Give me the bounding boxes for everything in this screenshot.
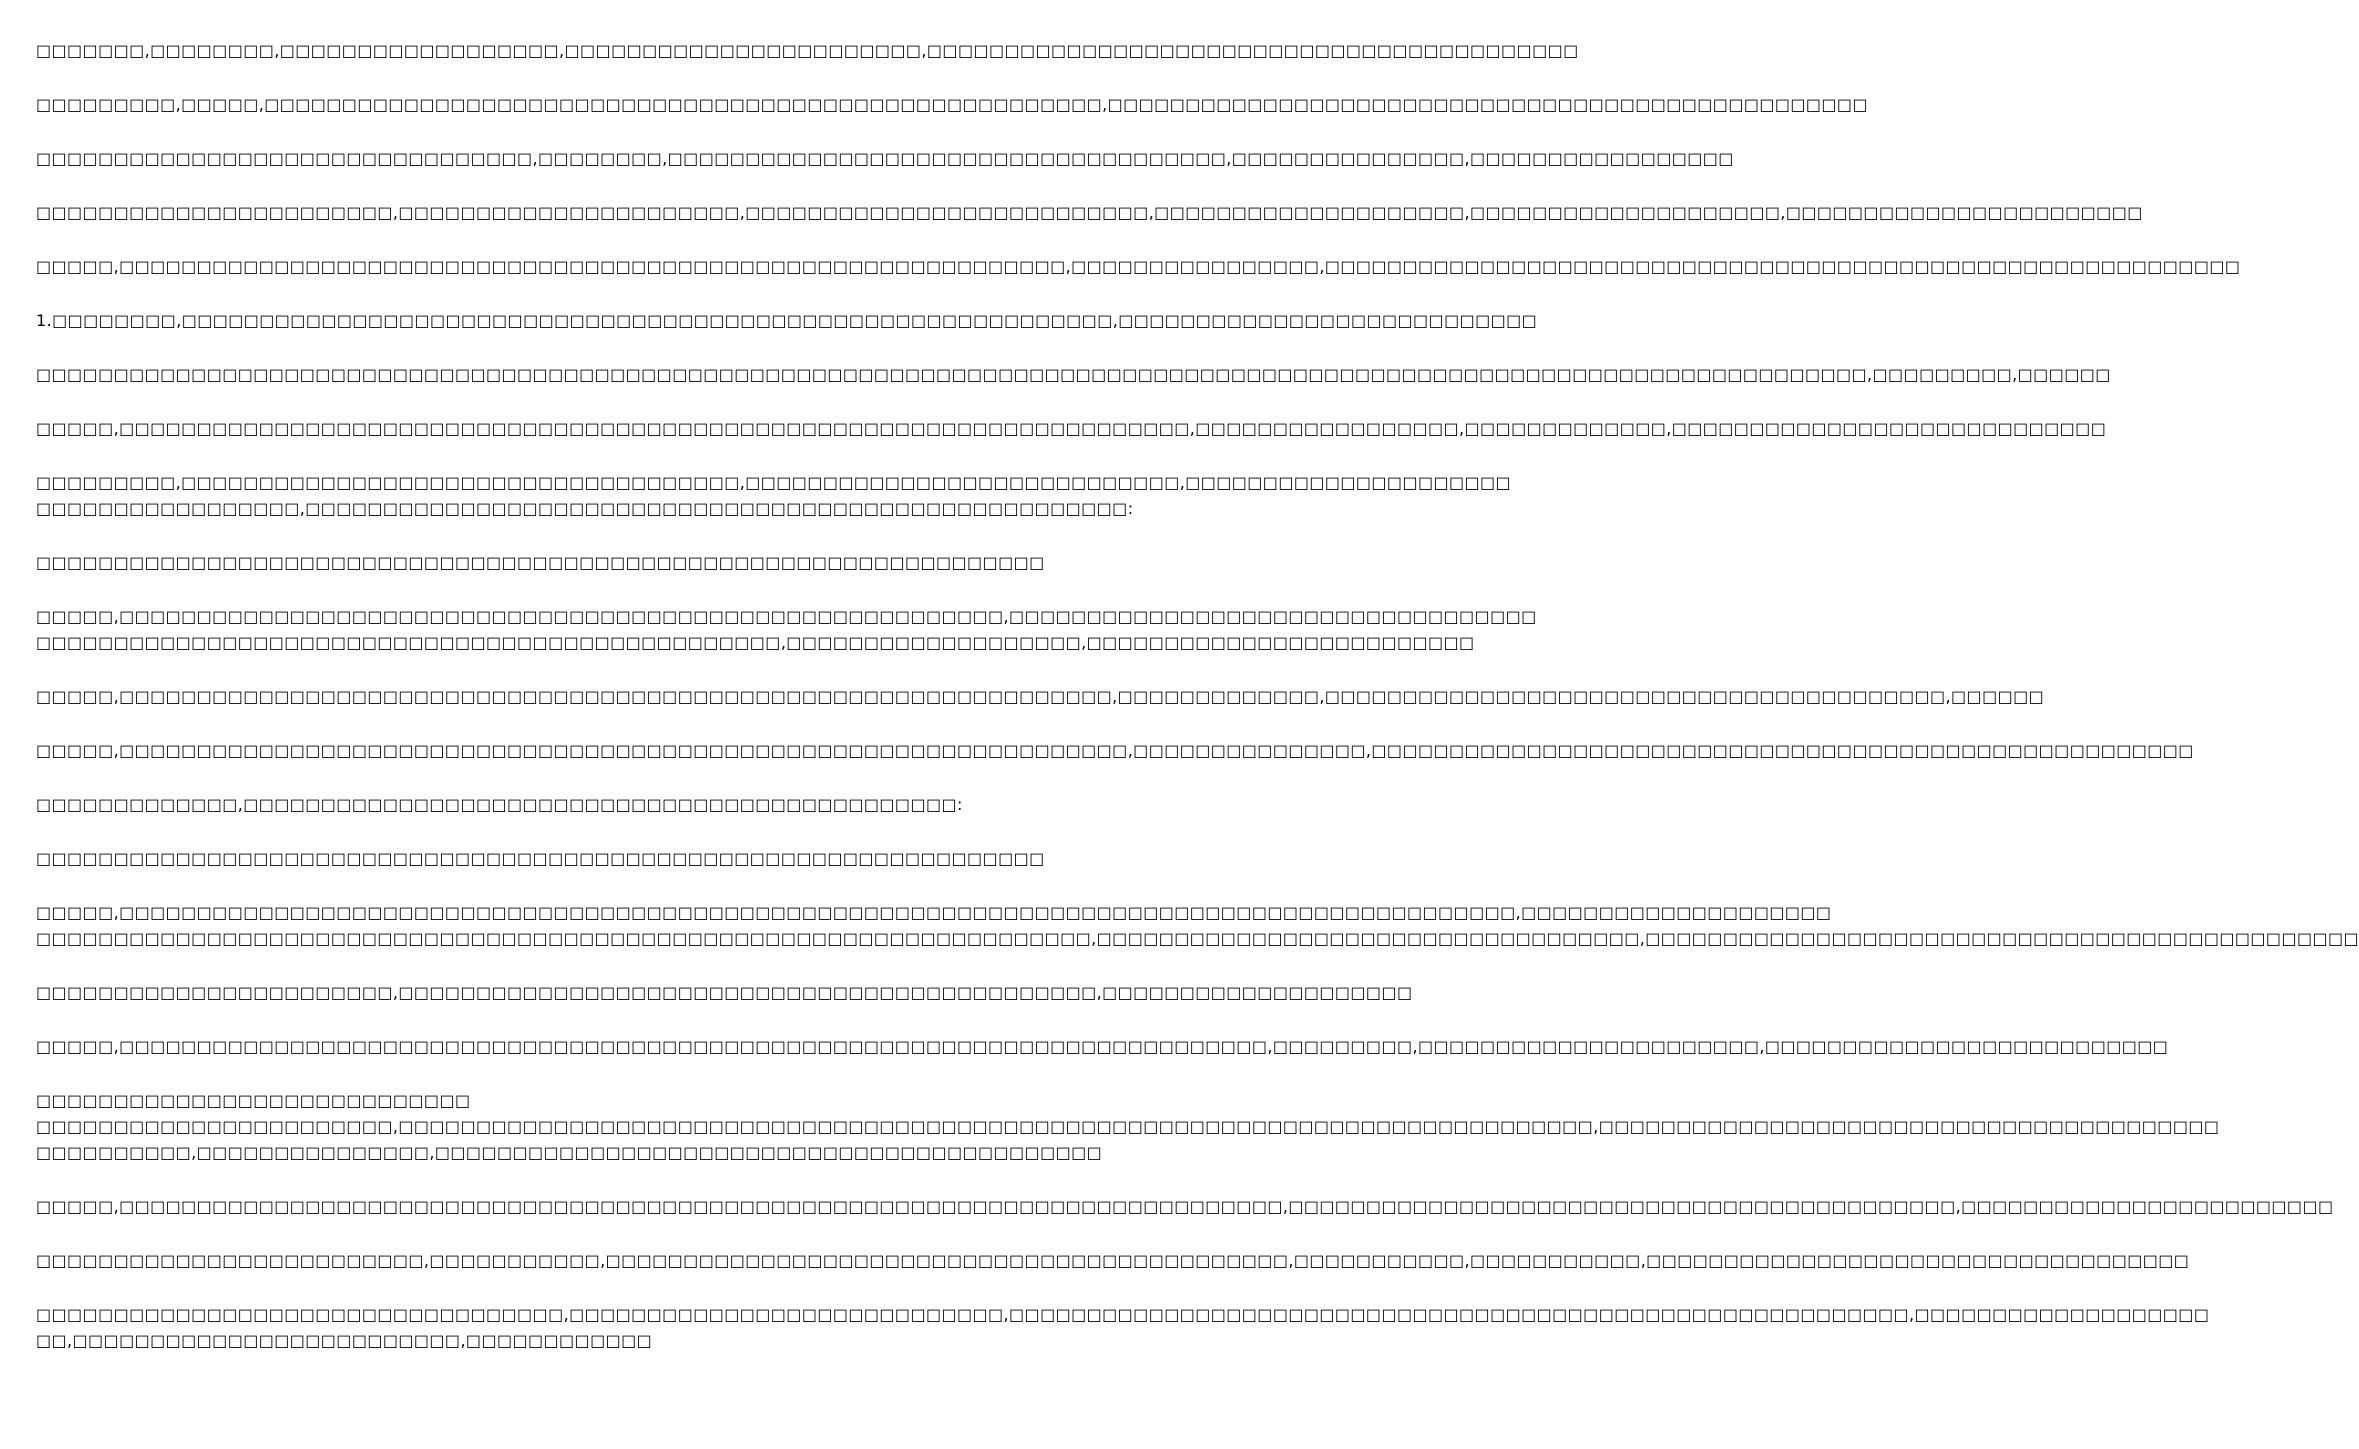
text-line: □□□□□□□□□□□□□□□□□□□□□□□□□□□□□□□□□□□□□□□□□□□□□□□□□□□□□□□□□□□□□□□□□ — [36, 849, 1045, 868]
paragraph — [36, 38, 1579, 64]
text-line: □□□□□□□□□□□□□□□□□□□□□□□□□□□□□□□□□□,□□□□□□□□□□□□□□□□□□□□□□□□□□□□,□□□□□□□□□□□□□□□□□□□□□□□□□□□□□□□□□□□□□□□□□□□□□□□□□□□□□□□□□□,□□□□□□□□□□□□□□□□□□□ — [36, 1305, 2210, 1324]
text-line: □□□□□□□□□□□□□□□□□□□□□□□□□□□□□□□□□□□□□□□□□□□□□□□□□□□□□□□□□□□□□□□□□□□□,□□□□□□□□□□□□□□□□□□□□□□□□□□□□□□□□□□□,□□□□□□□□□□□□□□□□□□□□□□□□□□□□□□□□□□□□□□□□□□□□□□ — [36, 929, 2359, 948]
paragraph — [36, 1194, 2334, 1220]
paragraph — [36, 550, 1045, 576]
paragraph — [36, 1248, 2190, 1274]
paragraph — [36, 846, 1045, 872]
text-line: 1.□□□□□□□□,□□□□□□□□□□□□□□□□□□□□□□□□□□□□□□□□□□□□□□□□□□□□□□□□□□□□□□□□□□□□,□□□□□□□□□□□□□□□□□□□□□□□□□□□ — [36, 311, 1538, 330]
paragraph — [36, 146, 1734, 172]
text-line: □□□□□□□□□□□□□□□□□□□□□□□□□□□□□□□□,□□□□□□□□,□□□□□□□□□□□□□□□□□□□□□□□□□□□□□□□□□□□□,□□□□□□□□□□□□□□□,□□□□□□□□□□□□□□□□□ — [36, 149, 1734, 168]
paragraph — [36, 738, 2194, 764]
text-line: □□□□□□□□□□□□□□□□□□□□□□□□□□□□ — [36, 1091, 471, 1110]
text-line: □□□□□□□□□□□□□□□□□□□□□□□,□□□□□□□□□□□□□□□□□□□□□□□□□□□□□□□□□□□□□□□□□□□□□□□□□□□□□□□□□□□□□□□□□□□□□□□□□□□□□,□□□□□□□□□□□□□□□□□□□□□□□□□□□□□□□□□□□□□□□□ — [36, 1117, 2220, 1136]
text-line: □□□□□,□□□□□□□□□□□□□□□□□□□□□□□□□□□□□□□□□□□□□□□□□□□□□□□□□□□□□□□□□□□□□□□□,□□□□□□□□□□□□□,□□□□□□□□□□□□□□□□□□□□□□□□□□□□□□□□□□□□□□□□,□□□□□□ — [36, 687, 2045, 706]
text-line: □□□□□□□□□□□□□□□□□□□□□□□□□,□□□□□□□□□□□,□□□□□□□□□□□□□□□□□□□□□□□□□□□□□□□□□□□□□□□□□□□□,□□□□□□□□□□□,□□□□□□□□□□□,□□□□□□□□□□□□□□□□□□□□□□□□□□□□□□□□□□□ — [36, 1251, 2190, 1270]
paragraph — [36, 1034, 2169, 1060]
paragraph — [36, 362, 2111, 388]
paragraph — [36, 308, 1538, 334]
paragraph — [36, 900, 2359, 952]
text-line: □□,□□□□□□□□□□□□□□□□□□□□□□□□□,□□□□□□□□□□□□ — [36, 1331, 653, 1350]
text-line: □□□□□,□□□□□□□□□□□□□□□□□□□□□□□□□□□□□□□□□□□□□□□□□□□□□□□□□□□□□□□□□□□□□□□□□□□□□□□□□□□,□□□□□□□□□□□□□□□□□□□□□□□□□□□□□□□□□□□□□□□□□□□,□□□□□□□□□□□□□□□□□□□□□□□□ — [36, 1197, 2334, 1216]
text-line: □□□□□□□,□□□□□□□□,□□□□□□□□□□□□□□□□□□,□□□□□□□□□□□□□□□□□□□□□□□,□□□□□□□□□□□□□□□□□□□□□□□□□□□□□□□□□□□□□□□□□□ — [36, 41, 1579, 60]
text-line: □□□□□,□□□□□□□□□□□□□□□□□□□□□□□□□□□□□□□□□□□□□□□□□□□□□□□□□□□□□□□□□□□□□□□□□□□□□,□□□□□□□□□□□□□□□□□,□□□□□□□□□□□□□,□□□□□□□□□□□□□□□□□□□□□□□□□□□□ — [36, 419, 2107, 438]
text-line: □□□□□□□□□□□□□□□□□□□□□□□,□□□□□□□□□□□□□□□□□□□□□□,□□□□□□□□□□□□□□□□□□□□□□□□□□,□□□□□□□□□□□□□□□□□□□□,□□□□□□□□□□□□□□□□□□□□,□□□□□□□□□□□□□□□□□□□□□□□ — [36, 203, 2143, 222]
text-line: □□□□□□□□□□□□□,□□□□□□□□□□□□□□□□□□□□□□□□□□□□□□□□□□□□□□□□□□□□□□: — [36, 795, 963, 814]
text-line: □□□□□□□□□□□□□□□□□□□□□□□□□□□□□□□□□□□□□□□□□□□□□□□□□□□□□□□□□□□□□□□□□ — [36, 553, 1045, 572]
text-line: □□□□□□□□□□□□□□□□□□□□□□□□□□□□□□□□□□□□□□□□□□□□□□□□□□□□□□□□□□□□□□□□□□□□□□□□□□□□□□□□□□□□□□□□□□□□□□□□□□□□□□□□□□□□□□□□□□□□□□,□□□□□□□□□,□□□□□□ — [36, 365, 2111, 384]
text-line: □□□□□,□□□□□□□□□□□□□□□□□□□□□□□□□□□□□□□□□□□□□□□□□□□□□□□□□□□□□□□□□□□□□□□□□,□□□□□□□□□□□□□□□,□□□□□□□□□□□□□□□□□□□□□□□□□□□□□□□□□□□□□□□□□□□□□□□□□□□□□ — [36, 741, 2194, 760]
paragraph — [36, 1088, 2220, 1166]
text-line: □□□□□,□□□□□□□□□□□□□□□□□□□□□□□□□□□□□□□□□□□□□□□□□□□□□□□□□□□□□□□□□,□□□□□□□□□□□□□□□□□□□□□□□□□□□□□□□□□□ — [36, 607, 1537, 626]
text-line: □□□□□□□□□□,□□□□□□□□□□□□□□□,□□□□□□□□□□□□□□□□□□□□□□□□□□□□□□□□□□□□□□□□□□□ — [36, 1143, 1103, 1162]
paragraph — [36, 92, 1868, 118]
text-line: □□□□□,□□□□□□□□□□□□□□□□□□□□□□□□□□□□□□□□□□□□□□□□□□□□□□□□□□□□□□□□□□□□□,□□□□□□□□□□□□□□□□,□□□□□□□□□□□□□□□□□□□□□□□□□□□□□□□□□□□□□□□□□□□□□□□□□□□□□□□□□□□ — [36, 257, 2241, 276]
document-body — [36, 38, 2359, 1382]
text-line: □□□□□□□□□,□□□□□□□□□□□□□□□□□□□□□□□□□□□□□□□□□□□□,□□□□□□□□□□□□□□□□□□□□□□□□□□□□,□□□□□□□□□□□□□□□□□□□□□ — [36, 473, 1512, 492]
paragraph — [36, 604, 1537, 656]
text-line: □□□□□□□□□□□□□□□□□□□□□□□□□□□□□□□□□□□□□□□□□□□□□□□□,□□□□□□□□□□□□□□□□□□□,□□□□□□□□□□□□□□□□□□□□□□□□□ — [36, 633, 1475, 652]
paragraph — [36, 470, 1512, 522]
text-line: □□□□□,□□□□□□□□□□□□□□□□□□□□□□□□□□□□□□□□□□□□□□□□□□□□□□□□□□□□□□□□□□□□□□□□□□□□□□□□□□□□□□□□□□□□□□□□□□,□□□□□□□□□□□□□□□□□□□□ — [36, 903, 1832, 922]
paragraph — [36, 792, 990, 818]
text-line: □□□□□□□□□□□□□□□□□□□□□□□,□□□□□□□□□□□□□□□□□□□□□□□□□□□□□□□□□□□□□□□□□□□□□,□□□□□□□□□□□□□□□□□□□□ — [36, 983, 1413, 1002]
paragraph — [36, 200, 2143, 226]
text-line: □□□□□,□□□□□□□□□□□□□□□□□□□□□□□□□□□□□□□□□□□□□□□□□□□□□□□□□□□□□□□□□□□□□□□□□□□□□□□□□□,□□□□□□□□□,□□□□□□□□□□□□□□□□□□□□□□,□□□□□□□□□□□□□□□□□□□□□□□□□□ — [36, 1037, 2169, 1056]
paragraph — [36, 1302, 2210, 1354]
paragraph — [36, 684, 2045, 710]
paragraph — [36, 416, 2107, 442]
paragraph — [36, 980, 1413, 1006]
text-line: □□□□□□□□□,□□□□□,□□□□□□□□□□□□□□□□□□□□□□□□□□□□□□□□□□□□□□□□□□□□□□□□□□□□□□,□□□□□□□□□□□□□□□□□□□□□□□□□□□□□□□□□□□□□□□□□□□□□□□□□ — [36, 95, 1868, 114]
text-line: □□□□□□□□□□□□□□□□□,□□□□□□□□□□□□□□□□□□□□□□□□□□□□□□□□□□□□□□□□□□□□□□□□□□□□□: — [36, 499, 1134, 518]
paragraph — [36, 254, 2241, 280]
